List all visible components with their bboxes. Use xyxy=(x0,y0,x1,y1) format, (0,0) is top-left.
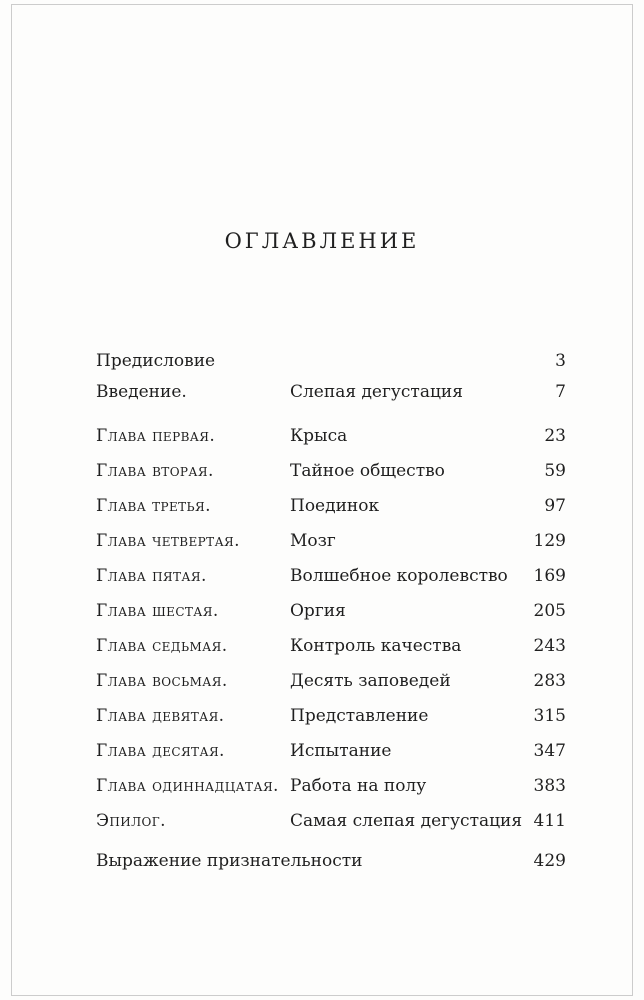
toc-entry-page: 429 xyxy=(533,851,566,871)
toc-entry-label: Глава восьмая. xyxy=(96,671,228,691)
toc-entry-page: 59 xyxy=(544,461,566,481)
toc-entry-title: Оргия xyxy=(290,601,346,621)
toc-entry-page: 23 xyxy=(544,426,566,446)
toc-entry-label: Глава десятая. xyxy=(96,741,225,761)
toc-entry-page: 315 xyxy=(533,706,566,726)
toc-entry-label: Глава вторая. xyxy=(96,461,214,481)
toc-entry-title: Крыса xyxy=(290,426,348,446)
toc-front-section xyxy=(96,350,566,403)
toc-entry-title: Самая слепая дегустация xyxy=(290,811,523,831)
toc-entry-title: Поединок xyxy=(290,496,380,516)
toc-entry-page: 283 xyxy=(533,671,566,691)
toc-entry-label: Эпилог. xyxy=(96,811,166,831)
toc-entry-label: Глава шестая. xyxy=(96,601,219,621)
toc-entry-label: Выражение признательности xyxy=(96,851,363,871)
toc-row xyxy=(96,381,566,403)
table-of-contents xyxy=(0,350,644,872)
toc-entry-title: Контроль качества xyxy=(290,636,462,656)
toc-back-section xyxy=(96,850,566,872)
toc-entry-label: Глава девятая. xyxy=(96,706,225,726)
toc-entry-page: 169 xyxy=(533,566,566,586)
toc-row xyxy=(96,530,566,552)
toc-entry-page: 243 xyxy=(533,636,566,656)
toc-row xyxy=(96,635,566,657)
toc-entry-label: Глава одиннадцатая. xyxy=(96,776,279,796)
toc-entry-title: Испытание xyxy=(290,741,392,761)
toc-entry-page: 383 xyxy=(533,776,566,796)
toc-entry-label: Глава третья. xyxy=(96,496,211,516)
toc-entry-title: Мозг xyxy=(290,531,336,551)
toc-entry-page: 411 xyxy=(533,811,566,831)
toc-row xyxy=(96,565,566,587)
toc-row xyxy=(96,460,566,482)
toc-entry-label: Глава пятая. xyxy=(96,566,207,586)
toc-row xyxy=(96,705,566,727)
toc-entry-label: Глава седьмая. xyxy=(96,636,228,656)
toc-entry-page: 347 xyxy=(533,741,566,761)
toc-entry-page: 3 xyxy=(555,351,566,371)
toc-entry-page: 97 xyxy=(544,496,566,516)
toc-entry-title: Слепая дегустация xyxy=(290,382,463,402)
toc-entry-title: Волшебное королевство xyxy=(290,566,508,586)
toc-entry-label: Глава четвертая. xyxy=(96,531,240,551)
toc-entry-page: 7 xyxy=(555,382,566,402)
toc-entry-label: Предисловие xyxy=(96,351,216,371)
toc-chapters-section xyxy=(96,425,566,832)
toc-row xyxy=(96,600,566,622)
toc-entry-page: 129 xyxy=(533,531,566,551)
toc-row xyxy=(96,810,566,832)
toc-entry-label: Глава первая. xyxy=(96,426,216,446)
toc-entry-label: Введение. xyxy=(96,382,187,402)
toc-row xyxy=(96,740,566,762)
page-title: ОГЛАВЛЕНИЕ xyxy=(224,229,420,253)
toc-entry-title: Представление xyxy=(290,706,429,726)
toc-row xyxy=(96,670,566,692)
toc-row xyxy=(96,850,566,872)
toc-row xyxy=(96,495,566,517)
toc-entry-title: Тайное общество xyxy=(290,461,445,481)
toc-row xyxy=(96,350,566,372)
toc-row xyxy=(96,775,566,797)
toc-row xyxy=(96,425,566,447)
toc-entry-page: 205 xyxy=(533,601,566,621)
toc-entry-title: Десять заповедей xyxy=(290,671,451,691)
toc-entry-title: Работа на полу xyxy=(290,776,427,796)
